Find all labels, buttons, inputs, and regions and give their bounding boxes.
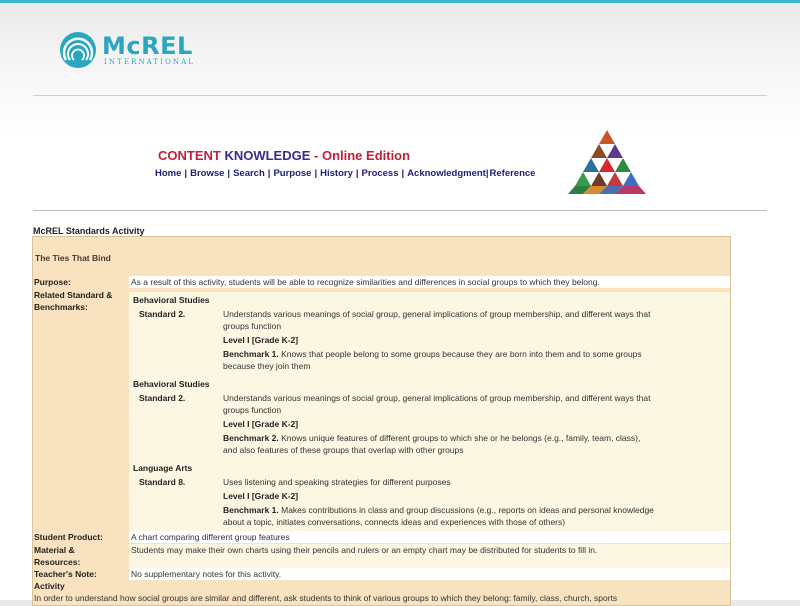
title-content: CONTENT [158, 148, 225, 163]
student-product-row [33, 531, 730, 543]
nav-home[interactable]: Home [155, 168, 182, 179]
purpose-value: As a result of this activity, students will be able to recognize similarities and differences in social groups to which they belong. [129, 276, 730, 288]
top-accent-bar [0, 0, 800, 3]
nav-acknowledgment[interactable]: Acknowledgment [407, 168, 486, 179]
related-label [34, 289, 128, 313]
standard-desc: Uses listening and speaking strategies for different purposes [223, 477, 451, 487]
standard-desc: groups function [223, 321, 282, 331]
activity-row [33, 580, 730, 604]
pyramid-image [568, 128, 646, 196]
nav-separator: | [314, 168, 318, 179]
activity-label: Activity [34, 581, 65, 591]
student-product-value: A chart comparing different group features [129, 531, 730, 543]
standard-desc: Understands various meanings of social group, general implications of group membership, and different ways that [223, 309, 651, 319]
nav-browse[interactable]: Browse [190, 168, 225, 179]
page-title [158, 148, 410, 163]
nav-separator: | [485, 168, 489, 179]
subject-area: Behavioral Studies [133, 295, 210, 305]
mcrel-logo[interactable] [58, 30, 198, 70]
related-benchmarks [129, 292, 730, 532]
activity-panel [32, 236, 731, 606]
title-edition: - Online Edition [310, 148, 411, 163]
nav-purpose[interactable]: Purpose [273, 168, 312, 179]
level-label: Level I [Grade K-2] [223, 491, 299, 501]
benchmark-label: Benchmark 1. [223, 349, 279, 359]
teacher-note-label: Teacher's Note: [34, 569, 97, 579]
materials-label-line1: Material & [34, 545, 75, 555]
teacher-note-row [33, 568, 730, 580]
level-label: Level I [Grade K-2] [223, 335, 299, 345]
nav-separator: | [401, 168, 405, 179]
logo-wordmark: McREL [102, 32, 193, 60]
benchmark [223, 348, 642, 360]
nav-process[interactable]: Process [361, 168, 399, 179]
nav-history[interactable]: History [320, 168, 353, 179]
nav-reference[interactable]: Reference [489, 168, 536, 179]
benchmark [223, 432, 640, 444]
benchmark-text: Knows that people belong to some groups because they are born into them and to some groups [278, 349, 642, 359]
materials-row [33, 544, 730, 568]
nav-separator: | [267, 168, 271, 179]
subject-area: Language Arts [133, 463, 193, 473]
standard-label: Standard 2. [139, 309, 186, 319]
nav-separator: | [184, 168, 188, 179]
benchmark-label: Benchmark 1. [223, 505, 279, 515]
mcrel-logo-icon [58, 30, 98, 70]
title-knowledge: KNOWLEDGE [224, 148, 311, 163]
standard-desc: Understands various meanings of social group, general implications of group membership, and different ways that [223, 393, 651, 403]
student-product-label: Student Product: [34, 532, 103, 542]
nav-separator: | [355, 168, 359, 179]
related-label-line2: Benchmarks: [34, 302, 88, 312]
divider [33, 95, 767, 96]
materials-label [34, 544, 128, 568]
subject-area: Behavioral Studies [133, 379, 210, 389]
materials-label-line2: Resources: [34, 557, 81, 567]
benchmark-text: about a topic, initiates conversations, connects ideas and experiences with those of others) [223, 517, 566, 527]
activity-text: In order to understand how social groups are similar and different, ask students to think of various groups to which they belong: family, class, church, sports [34, 593, 618, 603]
divider [33, 210, 767, 211]
standard-label: Standard 8. [139, 477, 186, 487]
purpose-row [33, 276, 730, 288]
level-label: Level I [Grade K-2] [223, 419, 299, 429]
benchmark [223, 504, 654, 516]
activity-title [33, 251, 730, 275]
main-nav [155, 168, 535, 179]
nav-search[interactable]: Search [233, 168, 265, 179]
benchmark-text: Knows unique features of different groups to which she or he belongs (e.g., family, team, class), [278, 433, 641, 443]
purpose-label: Purpose: [34, 277, 71, 287]
benchmark-text: because they join them [223, 361, 311, 371]
benchmark-label: Benchmark 2. [223, 433, 279, 443]
teacher-note-value: No supplementary notes for this activity. [129, 568, 730, 580]
nav-separator: | [227, 168, 231, 179]
section-title: McREL Standards Activity [33, 226, 145, 236]
benchmark-text: Makes contributions in class and group discussions (e.g., reports on ideas and personal knowledge [278, 505, 654, 515]
activity-title-text: The Ties That Bind [35, 253, 111, 263]
standard-label: Standard 2. [139, 393, 186, 403]
standard-desc: groups function [223, 405, 282, 415]
related-label-line1: Related Standard & [34, 290, 113, 300]
materials-value: Students may make their own charts using their pencils and rulers or an empty chart may be distributed for students to fill in. [129, 544, 730, 568]
benchmark-text: and also features of these groups that overlap with other groups [223, 445, 464, 455]
logo-subtitle: INTERNATIONAL [104, 58, 196, 66]
